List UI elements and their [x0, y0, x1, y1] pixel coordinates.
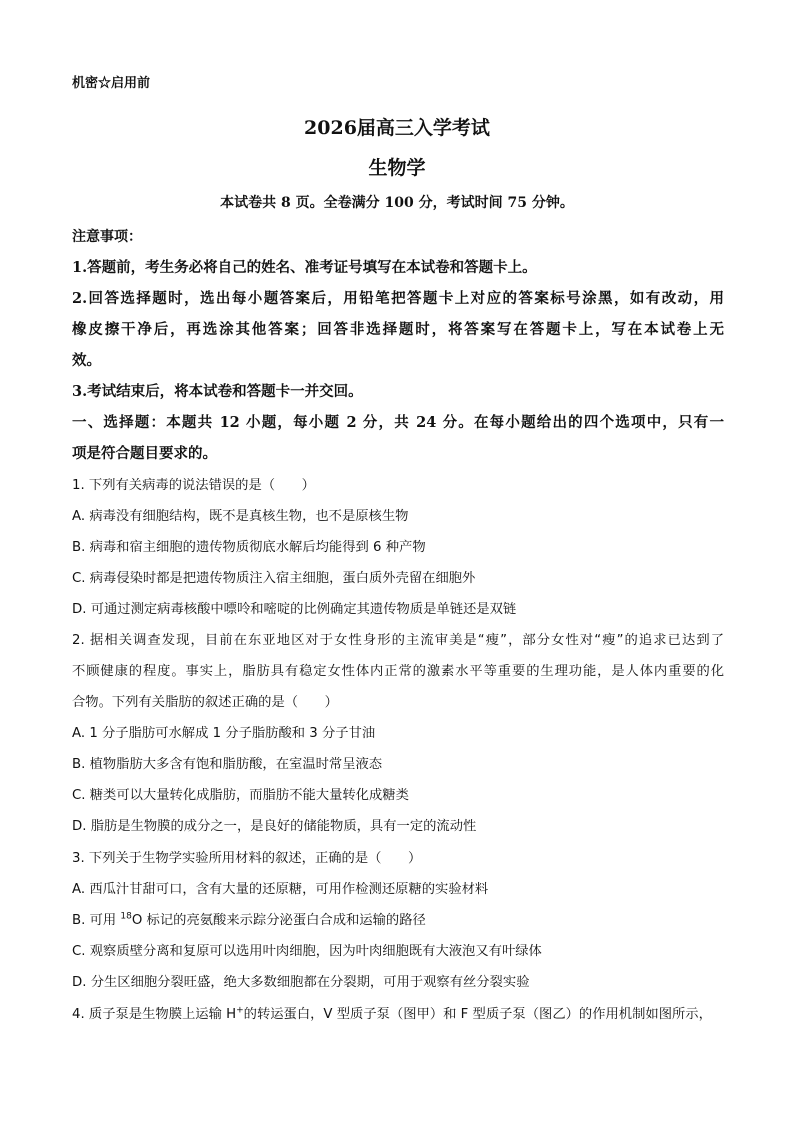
question-3-option-a: A. 西瓜汁甘甜可口，含有大量的还原糖，可用作检测还原糖的实验材料 [72, 882, 489, 897]
notice-item-2-line-1: 2.回答选择题时，选出每小题答案后，用铅笔把答题卡上对应的答案标号涂黑，如有改动，用 [72, 290, 724, 307]
section-1-heading-line-1: 一、选择题：本题共 12 小题，每小题 2 分，共 24 分。在每小题给出的四个选项中，只有一 [72, 414, 724, 431]
question-3-stem: 3. 下列关于生物学实验所用材料的叙述，正确的是（ ） [72, 851, 422, 866]
notice-heading: 注意事项： [72, 229, 142, 245]
question-3-option-b-text: O 标记的亮氨酸来示踪分泌蛋白合成和运输的路径 [131, 913, 426, 928]
question-3-option-c: C. 观察质壁分离和复原可以选用叶肉细胞，因为叶肉细胞既有大液泡又有叶绿体 [72, 944, 542, 959]
question-3-option-b-prefix: B. 可用 [72, 913, 121, 928]
isotope-mass-number: 18 [120, 911, 132, 922]
secret-label: 机密☆启用前 [72, 76, 151, 91]
exam-title: 2026届高三入学考试 [304, 117, 490, 139]
question-1-option-a: A. 病毒没有细胞结构，既不是真核生物，也不是原核生物 [72, 509, 409, 524]
question-2-stem-line-2: 不顾健康的程度。事实上，脂肪具有稳定女性体内正常的激素水平等重要的生理功能，是人体内重要的化 [72, 664, 724, 679]
question-3-option-b [72, 909, 724, 928]
question-1-option-d: D. 可通过测定病毒核酸中嘌呤和嘧啶的比例确定其遗传物质是单链还是双链 [72, 602, 517, 617]
subject-title: 生物学 [368, 157, 426, 179]
question-1-stem: 1. 下列有关病毒的说法错误的是（ ） [72, 478, 315, 493]
question-4-stem-prefix: 4. 质子泵是生物膜上运输 H [72, 1007, 237, 1022]
question-4-stem-text: 的转运蛋白，V 型质子泵（图甲）和 F 型质子泵（图乙）的作用机制如图所示， [243, 1007, 712, 1022]
notice-item-3: 3.考试结束后，将本试卷和答题卡一并交回。 [72, 383, 363, 400]
proton-charge: + [236, 1005, 244, 1016]
question-2-stem-line-3: 合物。下列有关脂肪的叙述正确的是（ ） [72, 695, 338, 710]
question-4-stem-line-1 [72, 1003, 724, 1022]
notice-item-2-line-2: 橡皮擦干净后，再选涂其他答案；回答非选择题时，将答案写在答题卡上，写在本试卷上无 [72, 321, 724, 338]
exam-info: 本试卷共 8 页。全卷满分 100 分，考试时间 75 分钟。 [220, 195, 574, 211]
question-1-option-c: C. 病毒侵染时都是把遗传物质注入宿主细胞，蛋白质外壳留在细胞外 [72, 571, 476, 586]
question-2-stem-line-1: 2. 据相关调查发现，目前在东亚地区对于女性身形的主流审美是“瘦”，部分女性对“瘦”的追求已达到了 [72, 633, 724, 648]
question-3-option-d: D. 分生区细胞分裂旺盛，绝大多数细胞都在分裂期，可用于观察有丝分裂实验 [72, 975, 530, 990]
question-2-option-c: C. 糖类可以大量转化成脂肪，而脂肪不能大量转化成糖类 [72, 788, 409, 803]
question-2-option-d: D. 脂肪是生物膜的成分之一，是良好的储能物质，具有一定的流动性 [72, 819, 477, 834]
question-2-option-a: A. 1 分子脂肪可水解成 1 分子脂肪酸和 3 分子甘油 [72, 726, 376, 741]
notice-item-1: 1.答题前，考生务必将自己的姓名、准考证号填写在本试卷和答题卡上。 [72, 259, 537, 276]
notice-item-2-line-3: 效。 [72, 352, 101, 369]
question-1-option-b: B. 病毒和宿主细胞的遗传物质彻底水解后均能得到 6 种产物 [72, 540, 426, 555]
question-2-option-b: B. 植物脂肪大多含有饱和脂肪酸，在室温时常呈液态 [72, 757, 383, 772]
section-1-heading-line-2: 项是符合题目要求的。 [72, 445, 217, 462]
